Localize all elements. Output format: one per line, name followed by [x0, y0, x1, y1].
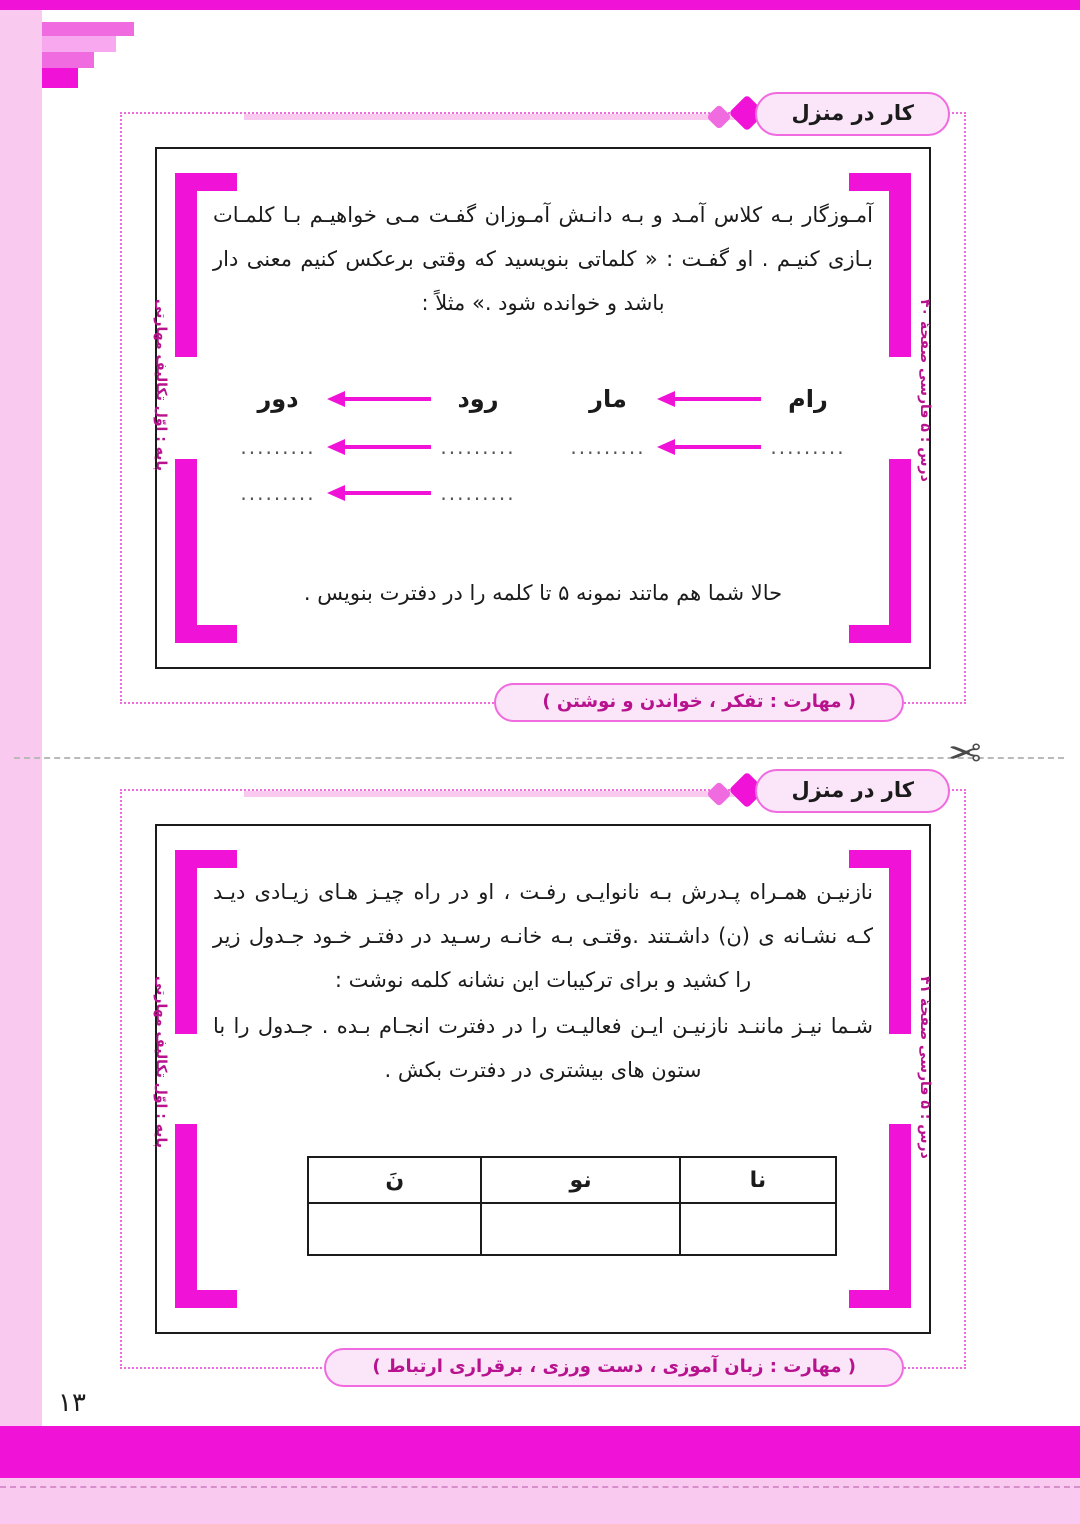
page-top-band [0, 0, 1080, 10]
worksheet-body-frame [155, 147, 931, 669]
skill-footer-label: ( مهارت : تفکر ، خواندن و نوشتن ) [494, 683, 904, 722]
scissors-icon: ✂ [948, 731, 982, 777]
word-pair-left [543, 435, 873, 459]
source-word: دور [257, 385, 299, 413]
result-word: رود [457, 385, 499, 413]
word-pair-right [213, 435, 543, 459]
answer-blank[interactable]: ......... [440, 481, 516, 505]
header-rule [244, 791, 764, 797]
instruction-text [213, 870, 873, 1094]
header-diamond-decoration [704, 777, 760, 807]
worksheet-card [120, 778, 966, 1377]
word-pair-right [213, 481, 543, 505]
left-arrow-icon [653, 389, 763, 409]
answer-blank[interactable]: ......... [240, 435, 316, 459]
paragraph: شـما نیـز ماننـد نازنیـن ایـن فعالیـت را در دفترت انجـام بـده . جـدول را با ستون های بیشتری در دفترت بکش . [213, 1014, 873, 1083]
exercise-row [213, 481, 873, 505]
cut-along-dashed-line [14, 757, 1064, 759]
skill-footer-label: ( مهارت : زبان آموزی ، دست ورزی ، برقراری ارتباط ) [324, 1348, 904, 1387]
grade-skill-label: پایه : اوّل تکالیف مهارتی [153, 299, 169, 471]
closing-instruction: حالا شما هم ماتند نمونه ۵ تا کلمه را در دفترت بنویس . [303, 581, 783, 605]
table-header-cell: نو [481, 1157, 679, 1203]
syllable-table [307, 1156, 837, 1256]
result-word: رام [788, 385, 828, 413]
table-cell-blank[interactable] [680, 1203, 836, 1255]
table-row [308, 1203, 836, 1255]
lesson-reference-label: درس : ۵ فارسی صفحهٔ ۴۱ [917, 976, 933, 1159]
instruction-text [213, 193, 873, 327]
grade-skill-label: پایه : اوّل تکالیف مهارتی [153, 976, 169, 1148]
left-arrow-icon [323, 483, 433, 503]
left-arrow-icon [323, 437, 433, 457]
answer-blank[interactable]: ......... [770, 435, 846, 459]
page-left-rail [0, 10, 42, 1434]
lesson-reference-label: درس : ۵ فارسی صفحهٔ ۴۰ [917, 299, 933, 482]
worksheet-card [120, 101, 966, 712]
header-diamond-decoration [704, 100, 760, 130]
exercise-row [213, 385, 873, 413]
page-number: ۱۳ [58, 1388, 86, 1418]
table-header-cell: نَ [308, 1157, 481, 1203]
exercise-row [213, 435, 873, 459]
answer-blank[interactable]: ......... [240, 481, 316, 505]
paragraph: نازنیـن همـراه پـدرش بـه نانوایـی رفـت ، او در راه چیـز هـای زیـادی دیـد کـه نشـانه ی (ن) داشـتند .وقتـی بـه خانـه رسـید در دفتـر خـود جـدول زیر را کشید و برای ترکیبات این نشانه کلمه نوشت : [213, 880, 873, 993]
word-reversal-exercise [213, 385, 873, 527]
left-arrow-icon [653, 437, 763, 457]
worksheet-title: کار در منزل [755, 769, 950, 813]
page-bottom-accent [0, 1426, 1080, 1478]
word-pair-left [543, 385, 873, 413]
table-cell-blank[interactable] [308, 1203, 481, 1255]
source-word: مار [589, 385, 627, 413]
table-cell-blank[interactable] [481, 1203, 679, 1255]
paragraph: آمـوزگار بـه کلاس آمـد و بـه دانـش آمـوزان گفـت مـی خواهیـم بـا کلمـات بـازی کنیـم . او گفـت : « کلماتی بنویسید که وقتی برعکس کنیم معنی دار باشد و خوانده شود .» مثلاً : [213, 203, 873, 316]
left-arrow-icon [323, 389, 433, 409]
bottom-cut-line [0, 1486, 1080, 1488]
header-rule [244, 114, 764, 120]
answer-blank[interactable]: ......... [570, 435, 646, 459]
word-pair-right [213, 385, 543, 413]
worksheet-body-frame [155, 824, 931, 1334]
worksheet-title: کار در منزل [755, 92, 950, 136]
table-header-row [308, 1157, 836, 1203]
answer-blank[interactable]: ......... [440, 435, 516, 459]
table-header-cell: نا [680, 1157, 836, 1203]
